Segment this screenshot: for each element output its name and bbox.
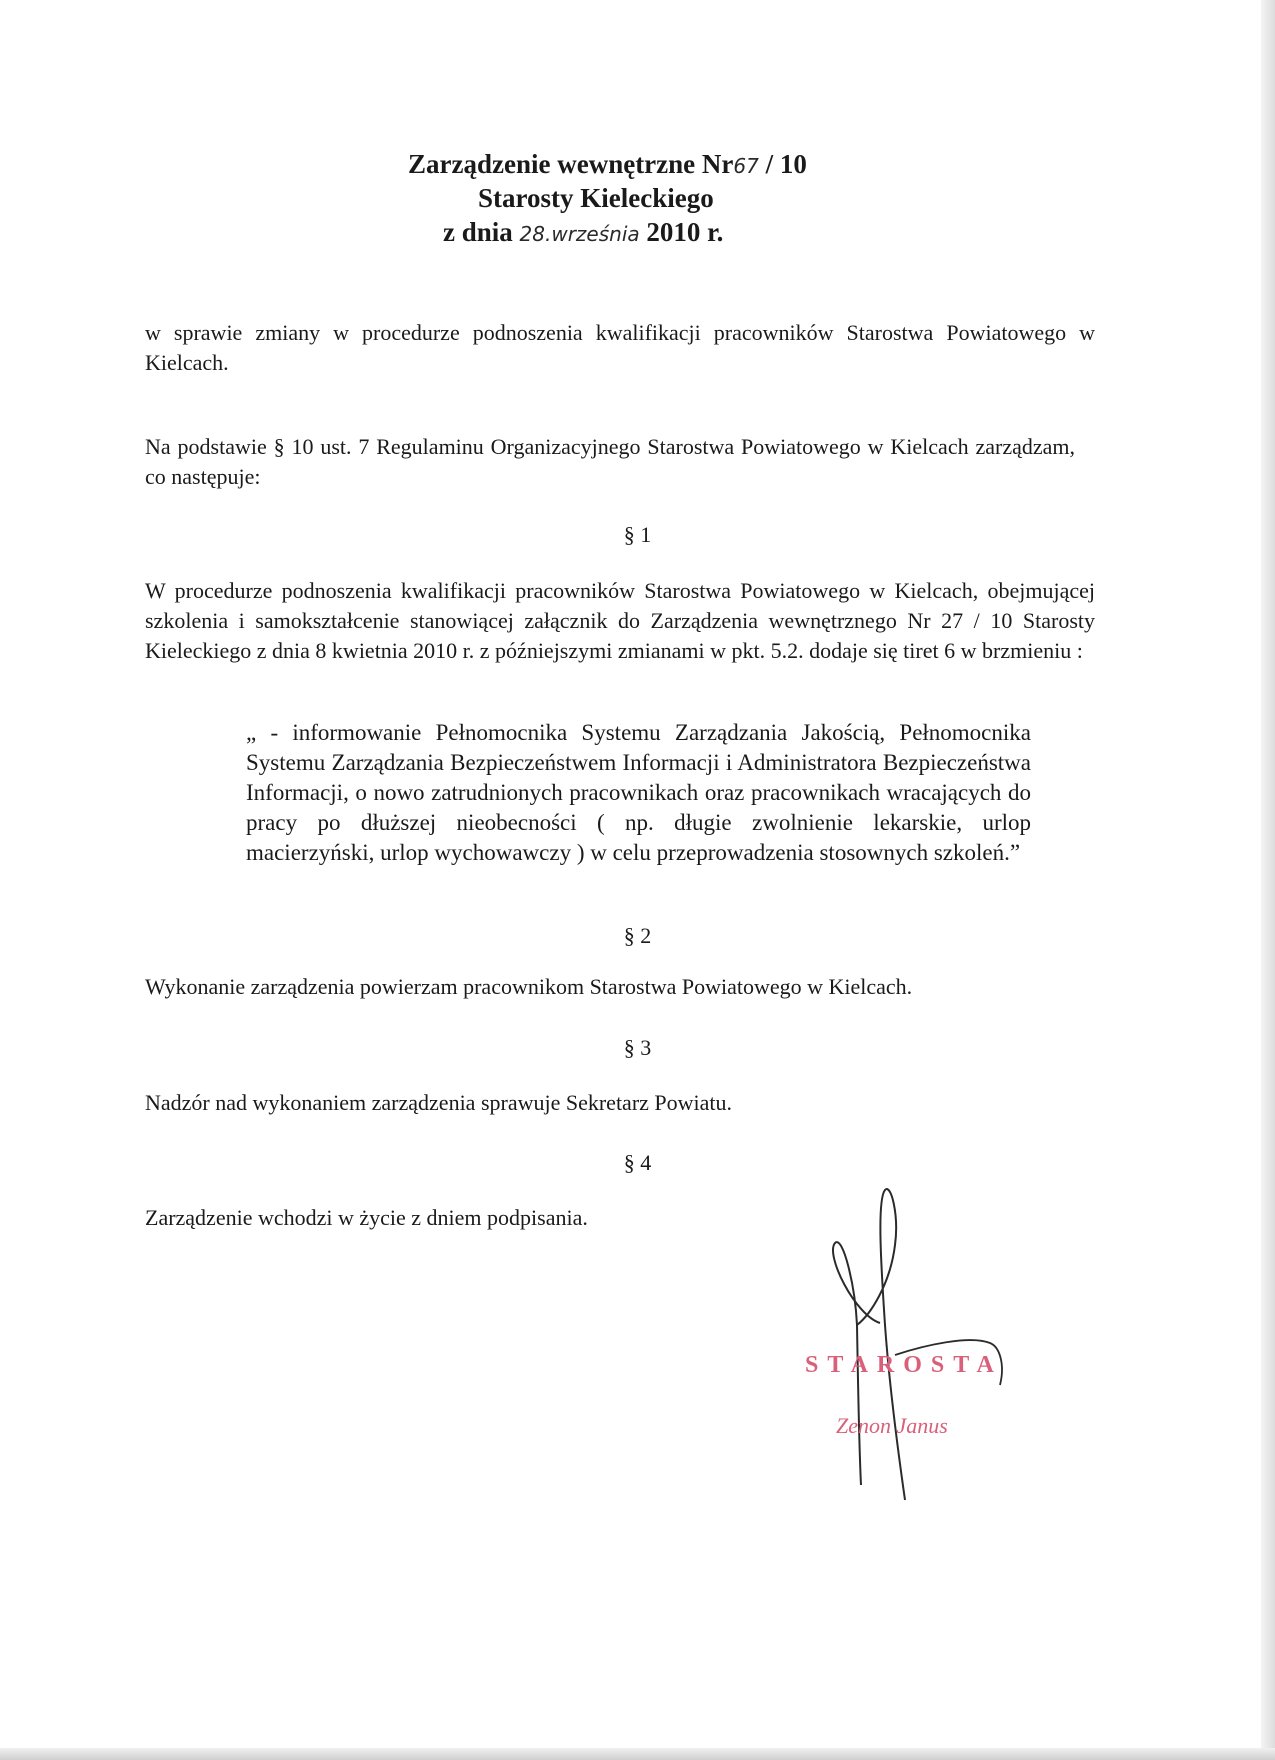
legal-basis-paragraph: Na podstawie § 10 ust. 7 Regulaminu Organizacyjnego Starostwa Powiatowego w Kielcach zarządzam, co następuje: bbox=[145, 434, 1075, 489]
title-line-2: Starosty Kieleckiego bbox=[478, 183, 714, 213]
scan-bottom-edge bbox=[0, 1748, 1275, 1760]
title-prefix: Zarządzenie wewnętrzne Nr bbox=[408, 149, 734, 179]
section-1-body: W procedurze podnoszenia kwalifikacji pracowników Starostwa Powiatowego w Kielcach, obejmującej szkolenia i samokształcenie stanowiącej załącznik do Zarządzenia wewnętrznego Nr 27 / 10 Starosty Kieleckiego z dnia 8 kwietnia 2010 r. z późniejszymi zmianami w pkt. 5.2. dodaje się tiret 6 w brzmieniu : bbox=[145, 578, 1095, 663]
scan-right-edge bbox=[1261, 0, 1275, 1760]
section-1-quote: „ - informowanie Pełnomocnika Systemu Zarządzania Jakością, Pełnomocnika Systemu Zarządzania Bezpieczeństwem Informacji i Administratora Bezpieczeństwa Informacji, o nowo zatrudnionych pracownikach oraz pracownikach wracających do pracy po dłuższej nieobecności ( np. długie zwolnienie lekarskie, urlop macierzyński, urlop wychowawczy ) w celu przeprowadzenia stosownych szkoleń.” bbox=[246, 720, 1031, 865]
handwritten-number: 67 bbox=[733, 154, 759, 178]
section-3-body: Nadzór nad wykonaniem zarządzenia sprawuje Sekretarz Powiatu. bbox=[145, 1090, 733, 1115]
section-4-body: Zarządzenie wchodzi w życie z dniem podpisania. bbox=[145, 1205, 588, 1230]
date-suffix: 2010 r. bbox=[639, 217, 724, 247]
section-1-heading: § 1 bbox=[623, 522, 652, 547]
title-line-1 bbox=[408, 148, 807, 182]
stamp-title: STAROSTA bbox=[805, 1352, 1003, 1378]
date-prefix: z dnia bbox=[443, 217, 520, 247]
section-4-heading: § 4 bbox=[623, 1150, 652, 1175]
title-suffix: / 10 bbox=[758, 149, 807, 179]
handwritten-date: 28.września bbox=[519, 222, 640, 246]
section-3-heading: § 3 bbox=[623, 1035, 652, 1060]
title-line-3 bbox=[443, 216, 723, 250]
stamp-name: Zenon Janus bbox=[836, 1413, 948, 1438]
handwritten-signature bbox=[795, 1185, 1035, 1515]
section-2-body: Wykonanie zarządzenia powierzam pracownikom Starostwa Powiatowego w Kielcach. bbox=[145, 974, 913, 999]
section-2-heading: § 2 bbox=[623, 923, 652, 948]
subject-paragraph: w sprawie zmiany w procedurze podnoszenia kwalifikacji pracowników Starostwa Powiatowego w Kielcach. bbox=[145, 320, 1095, 375]
